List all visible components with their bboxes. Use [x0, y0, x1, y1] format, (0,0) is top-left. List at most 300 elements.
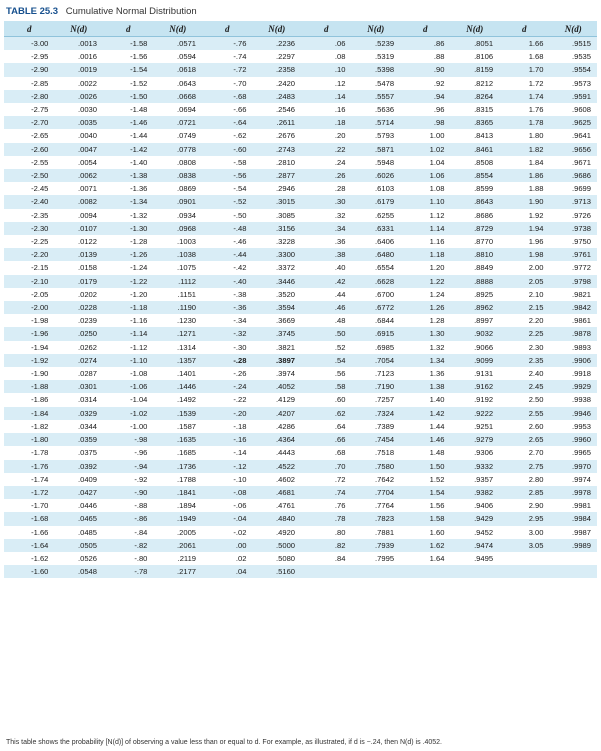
nd-value-cell: .7454 [351, 433, 400, 446]
d-value-cell: 1.90 [499, 195, 549, 208]
nd-value-cell: .1949 [153, 512, 202, 525]
d-value-cell: 1.88 [499, 182, 549, 195]
nd-value-cell: .0047 [54, 143, 103, 156]
nd-value-cell: .1539 [153, 407, 202, 420]
nd-value-cell: .9495 [450, 552, 499, 565]
nd-value-cell: .5948 [351, 156, 400, 169]
d-value-cell: 1.22 [400, 275, 450, 288]
nd-value-cell: .6103 [351, 182, 400, 195]
d-value-cell: .84 [301, 552, 351, 565]
d-value-cell: .64 [301, 420, 351, 433]
d-value-cell: 2.90 [499, 499, 549, 512]
nd-value-cell: .0571 [153, 37, 202, 51]
nd-value-cell: .9641 [549, 129, 597, 142]
nd-value-cell: .7580 [351, 460, 400, 473]
d-value-cell: -2.35 [4, 209, 54, 222]
d-value-cell: -1.52 [103, 77, 153, 90]
d-value-cell: -1.96 [4, 327, 54, 340]
d-value-cell: -1.92 [4, 354, 54, 367]
d-value-cell: -.30 [202, 341, 252, 354]
nd-value-cell: .1446 [153, 380, 202, 393]
d-value-cell: 1.00 [400, 129, 450, 142]
table-row [4, 116, 597, 129]
nd-value-cell: .9671 [549, 156, 597, 169]
d-value-cell: -2.75 [4, 103, 54, 116]
nd-value-cell: .0485 [54, 526, 103, 539]
nd-value-cell: .9878 [549, 327, 597, 340]
nd-value-cell: .3372 [252, 261, 301, 274]
table-row [4, 486, 597, 499]
d-value-cell: 1.38 [400, 380, 450, 393]
d-value-cell: 1.80 [499, 129, 549, 142]
nd-value-cell: .0721 [153, 116, 202, 129]
d-value-cell: .10 [301, 63, 351, 76]
d-value-cell: -1.54 [103, 63, 153, 76]
nd-value-cell: .9821 [549, 288, 597, 301]
nd-value-cell: .9918 [549, 367, 597, 380]
d-value-cell [400, 565, 450, 578]
nd-value-cell: .2236 [252, 37, 301, 51]
d-value-cell: -2.20 [4, 248, 54, 261]
d-value-cell: -.86 [103, 512, 153, 525]
d-value-cell: .08 [301, 50, 351, 63]
d-value-cell: 1.68 [499, 50, 549, 63]
d-value-cell: 2.85 [499, 486, 549, 499]
nd-value-cell: .5080 [252, 552, 301, 565]
d-value-cell: .82 [301, 539, 351, 552]
nd-value-cell: .9306 [450, 446, 499, 459]
d-value-cell: .06 [301, 37, 351, 51]
nd-value-cell: .2297 [252, 50, 301, 63]
d-value-cell: 1.50 [400, 460, 450, 473]
d-value-cell: -.62 [202, 129, 252, 142]
d-value-cell: -1.14 [103, 327, 153, 340]
d-value-cell: .76 [301, 499, 351, 512]
nd-value-cell: .9686 [549, 169, 597, 182]
d-value-cell: 2.30 [499, 341, 549, 354]
d-value-cell: 1.52 [400, 473, 450, 486]
d-value-cell: 2.10 [499, 288, 549, 301]
d-value-cell: -1.62 [4, 552, 54, 565]
nd-value-cell: .9554 [549, 63, 597, 76]
nd-value-cell: .9981 [549, 499, 597, 512]
d-value-cell: -1.70 [4, 499, 54, 512]
d-value-cell: .94 [400, 90, 450, 103]
nd-value-cell: .8599 [450, 182, 499, 195]
column-header: d [202, 21, 252, 37]
d-value-cell: -1.58 [103, 37, 153, 51]
d-value-cell: 2.15 [499, 301, 549, 314]
d-value-cell: 2.75 [499, 460, 549, 473]
nd-value-cell: .4522 [252, 460, 301, 473]
nd-value-cell: .1587 [153, 420, 202, 433]
nd-value-cell: .8997 [450, 314, 499, 327]
d-value-cell: 2.50 [499, 393, 549, 406]
d-value-cell: -.28 [202, 354, 252, 367]
d-value-cell: -2.40 [4, 195, 54, 208]
d-value-cell: 2.20 [499, 314, 549, 327]
d-value-cell: 1.48 [400, 446, 450, 459]
d-value-cell: 1.78 [499, 116, 549, 129]
column-header: N(d) [54, 21, 103, 37]
nd-value-cell: .6772 [351, 301, 400, 314]
nd-value-cell: .3446 [252, 275, 301, 288]
d-value-cell: -.58 [202, 156, 252, 169]
nd-value-cell: .2946 [252, 182, 301, 195]
nd-value-cell: .0094 [54, 209, 103, 222]
d-value-cell: -2.55 [4, 156, 54, 169]
table-row [4, 552, 597, 565]
d-value-cell: 1.42 [400, 407, 450, 420]
nd-value-cell: .9429 [450, 512, 499, 525]
d-value-cell: -1.16 [103, 314, 153, 327]
nd-value-cell: .0314 [54, 393, 103, 406]
nd-value-cell: .3228 [252, 235, 301, 248]
d-value-cell: -1.22 [103, 275, 153, 288]
d-value-cell: -1.02 [103, 407, 153, 420]
nd-value-cell: .5478 [351, 77, 400, 90]
nd-value-cell: .7257 [351, 393, 400, 406]
d-value-cell: -.32 [202, 327, 252, 340]
d-value-cell: -1.42 [103, 143, 153, 156]
nd-value-cell: .6554 [351, 261, 400, 274]
nd-value-cell: .9099 [450, 354, 499, 367]
nd-value-cell: .4761 [252, 499, 301, 512]
nd-value-cell: .1112 [153, 275, 202, 288]
nd-value-cell: .0594 [153, 50, 202, 63]
d-value-cell: -2.50 [4, 169, 54, 182]
d-value-cell: -.50 [202, 209, 252, 222]
nd-value-cell: .0901 [153, 195, 202, 208]
d-value-cell: -.92 [103, 473, 153, 486]
d-value-cell: -2.65 [4, 129, 54, 142]
d-value-cell: 1.40 [400, 393, 450, 406]
d-value-cell: .48 [301, 314, 351, 327]
nd-value-cell: .5636 [351, 103, 400, 116]
table-row [4, 275, 597, 288]
nd-value-cell: .9192 [450, 393, 499, 406]
d-value-cell: -.82 [103, 539, 153, 552]
d-value-cell: -1.30 [103, 222, 153, 235]
table-row [4, 169, 597, 182]
column-header: d [301, 21, 351, 37]
d-value-cell: -.56 [202, 169, 252, 182]
nd-value-cell [549, 565, 597, 578]
table-row [4, 314, 597, 327]
nd-value-cell: .4364 [252, 433, 301, 446]
nd-value-cell: .9131 [450, 367, 499, 380]
nd-value-cell: .6844 [351, 314, 400, 327]
d-value-cell: -1.72 [4, 486, 54, 499]
d-value-cell: -.66 [202, 103, 252, 116]
nd-value-cell: .6255 [351, 209, 400, 222]
d-value-cell: 1.72 [499, 77, 549, 90]
d-value-cell: -1.94 [4, 341, 54, 354]
nd-value-cell: .5871 [351, 143, 400, 156]
d-value-cell: 1.10 [400, 195, 450, 208]
d-value-cell: -2.90 [4, 63, 54, 76]
nd-value-cell: .9987 [549, 526, 597, 539]
nd-value-cell: .2743 [252, 143, 301, 156]
d-value-cell: 1.20 [400, 261, 450, 274]
d-value-cell: .12 [301, 77, 351, 90]
d-value-cell: 1.46 [400, 433, 450, 446]
nd-value-cell: .6700 [351, 288, 400, 301]
nd-value-cell: .9906 [549, 354, 597, 367]
d-value-cell: .26 [301, 169, 351, 182]
d-value-cell: -.10 [202, 473, 252, 486]
nd-value-cell: .0239 [54, 314, 103, 327]
d-value-cell: -.52 [202, 195, 252, 208]
nd-value-cell: .9960 [549, 433, 597, 446]
nd-value-cell: .0228 [54, 301, 103, 314]
d-value-cell: .32 [301, 209, 351, 222]
nd-value-cell: .3821 [252, 341, 301, 354]
table-row [4, 143, 597, 156]
d-value-cell: 2.40 [499, 367, 549, 380]
d-value-cell: .62 [301, 407, 351, 420]
d-value-cell: -.96 [103, 446, 153, 459]
d-value-cell: -3.00 [4, 37, 54, 51]
d-value-cell: 3.05 [499, 539, 549, 552]
column-header: d [103, 21, 153, 37]
nd-value-cell: .0035 [54, 116, 103, 129]
nd-value-cell: .9984 [549, 512, 597, 525]
nd-value-cell: .9515 [549, 37, 597, 51]
d-value-cell: -.48 [202, 222, 252, 235]
d-value-cell: 1.26 [400, 301, 450, 314]
d-value-cell: .98 [400, 116, 450, 129]
d-value-cell: .14 [301, 90, 351, 103]
nd-value-cell: .8962 [450, 301, 499, 314]
d-value-cell: -.84 [103, 526, 153, 539]
nd-value-cell: .9893 [549, 341, 597, 354]
d-value-cell: .42 [301, 275, 351, 288]
table-row [4, 222, 597, 235]
d-value-cell: .54 [301, 354, 351, 367]
nd-value-cell: .9970 [549, 460, 597, 473]
d-value-cell: -1.44 [103, 129, 153, 142]
nd-value-cell: .0749 [153, 129, 202, 142]
d-value-cell: .38 [301, 248, 351, 261]
column-header: d [4, 21, 54, 37]
nd-value-cell: .0359 [54, 433, 103, 446]
d-value-cell: -2.30 [4, 222, 54, 235]
d-value-cell: 2.70 [499, 446, 549, 459]
nd-value-cell: .8413 [450, 129, 499, 142]
d-value-cell: -.02 [202, 526, 252, 539]
nd-value-cell: .2420 [252, 77, 301, 90]
nd-value-cell: .9332 [450, 460, 499, 473]
d-value-cell: -1.32 [103, 209, 153, 222]
nd-value-cell: .3669 [252, 314, 301, 327]
d-value-cell: .18 [301, 116, 351, 129]
nd-value-cell: .0013 [54, 37, 103, 51]
nd-value-cell: .0869 [153, 182, 202, 195]
nd-value-cell: .0040 [54, 129, 103, 142]
d-value-cell: -.44 [202, 248, 252, 261]
d-value-cell: -.70 [202, 77, 252, 90]
nd-value-cell: .7823 [351, 512, 400, 525]
nd-value-cell: .0158 [54, 261, 103, 274]
d-value-cell: 1.76 [499, 103, 549, 116]
table-row [4, 433, 597, 446]
table-row [4, 182, 597, 195]
nd-value-cell: .9474 [450, 539, 499, 552]
nd-value-cell: .2358 [252, 63, 301, 76]
table-row [4, 354, 597, 367]
d-value-cell: .20 [301, 129, 351, 142]
d-value-cell: 1.86 [499, 169, 549, 182]
d-value-cell: -.88 [103, 499, 153, 512]
nd-value-cell: .8810 [450, 248, 499, 261]
nd-value-cell: .0392 [54, 460, 103, 473]
nd-value-cell: .0446 [54, 499, 103, 512]
d-value-cell: -2.85 [4, 77, 54, 90]
d-value-cell: -1.82 [4, 420, 54, 433]
nd-value-cell: .8925 [450, 288, 499, 301]
d-value-cell: -.78 [103, 565, 153, 578]
d-value-cell: 1.32 [400, 341, 450, 354]
d-value-cell: 1.02 [400, 143, 450, 156]
nd-value-cell: .4602 [252, 473, 301, 486]
d-value-cell: -.68 [202, 90, 252, 103]
table-number: TABLE 25.3 [6, 6, 59, 17]
nd-value-cell: .0465 [54, 512, 103, 525]
d-value-cell: -.24 [202, 380, 252, 393]
column-header: d [400, 21, 450, 37]
nd-value-cell: .6406 [351, 235, 400, 248]
d-value-cell: -.16 [202, 433, 252, 446]
header-row [4, 21, 597, 37]
nd-value-cell: .9591 [549, 90, 597, 103]
nd-value-cell: .0082 [54, 195, 103, 208]
d-value-cell: .70 [301, 460, 351, 473]
d-value-cell: -1.08 [103, 367, 153, 380]
d-value-cell: -1.88 [4, 380, 54, 393]
nd-value-cell: .0344 [54, 420, 103, 433]
table-row [4, 301, 597, 314]
d-value-cell: -1.56 [103, 50, 153, 63]
nd-value-cell: .1788 [153, 473, 202, 486]
nd-value-cell: .8212 [450, 77, 499, 90]
nd-value-cell: .0030 [54, 103, 103, 116]
nd-value-cell: .2611 [252, 116, 301, 129]
d-value-cell: -1.10 [103, 354, 153, 367]
d-value-cell: -.60 [202, 143, 252, 156]
nd-value-cell: .5239 [351, 37, 400, 51]
d-value-cell: 1.58 [400, 512, 450, 525]
nd-value-cell: .9798 [549, 275, 597, 288]
d-value-cell: .28 [301, 182, 351, 195]
nd-value-cell: .8159 [450, 63, 499, 76]
nd-value-cell: .8888 [450, 275, 499, 288]
d-value-cell: -.42 [202, 261, 252, 274]
nd-value-cell: .0548 [54, 565, 103, 578]
nd-value-cell: .9625 [549, 116, 597, 129]
nd-value-cell: .8315 [450, 103, 499, 116]
table-row [4, 90, 597, 103]
nd-value-cell: .4920 [252, 526, 301, 539]
table-row [4, 565, 597, 578]
nd-value-cell: .0808 [153, 156, 202, 169]
nd-value-cell: .5793 [351, 129, 400, 142]
nd-value-cell: .9978 [549, 486, 597, 499]
nd-value-cell: .0618 [153, 63, 202, 76]
nd-value-cell: .8686 [450, 209, 499, 222]
nd-value-cell: .9946 [549, 407, 597, 420]
nd-value-cell: .7642 [351, 473, 400, 486]
nd-value-cell: .4840 [252, 512, 301, 525]
nd-value-cell: .9772 [549, 261, 597, 274]
nd-value-cell [351, 565, 400, 578]
d-value-cell: -1.78 [4, 446, 54, 459]
d-value-cell: 1.54 [400, 486, 450, 499]
d-value-cell: 1.96 [499, 235, 549, 248]
nd-value-cell: .1190 [153, 301, 202, 314]
nd-value-cell: .1230 [153, 314, 202, 327]
d-value-cell: 2.65 [499, 433, 549, 446]
table-row [4, 460, 597, 473]
d-value-cell: .40 [301, 261, 351, 274]
nd-value-cell: .1038 [153, 248, 202, 261]
d-value-cell: -.34 [202, 314, 252, 327]
column-header: N(d) [549, 21, 597, 37]
nd-value-cell: .5557 [351, 90, 400, 103]
d-value-cell: .34 [301, 222, 351, 235]
table-title-text: Cumulative Normal Distribution [65, 6, 197, 17]
d-value-cell: -2.05 [4, 288, 54, 301]
nd-value-cell: .7518 [351, 446, 400, 459]
nd-value-cell: .1357 [153, 354, 202, 367]
nd-value-cell: .0122 [54, 235, 103, 248]
d-value-cell: -.12 [202, 460, 252, 473]
nd-value-cell: .7054 [351, 354, 400, 367]
d-value-cell: .72 [301, 473, 351, 486]
d-value-cell: -.26 [202, 367, 252, 380]
nd-value-cell: .0968 [153, 222, 202, 235]
table-row [4, 499, 597, 512]
nd-value-cell: .6628 [351, 275, 400, 288]
d-value-cell: .58 [301, 380, 351, 393]
d-value-cell: -1.80 [4, 433, 54, 446]
d-value-cell: .44 [301, 288, 351, 301]
nd-value-cell: .8051 [450, 37, 499, 51]
d-value-cell: -1.00 [103, 420, 153, 433]
nd-value-cell: .8770 [450, 235, 499, 248]
column-header: N(d) [450, 21, 499, 37]
d-value-cell: 1.12 [400, 209, 450, 222]
table-title [6, 4, 197, 20]
nd-value-cell: .0062 [54, 169, 103, 182]
nd-value-cell: .9279 [450, 433, 499, 446]
d-value-cell: 1.36 [400, 367, 450, 380]
nd-value-cell: .9861 [549, 314, 597, 327]
d-value-cell: -1.90 [4, 367, 54, 380]
d-value-cell: -.80 [103, 552, 153, 565]
nd-value-cell: .0179 [54, 275, 103, 288]
d-value-cell: .24 [301, 156, 351, 169]
d-value-cell: 2.25 [499, 327, 549, 340]
nd-value-cell: .4129 [252, 393, 301, 406]
nd-value-cell: .1635 [153, 433, 202, 446]
table-row [4, 209, 597, 222]
d-value-cell: .50 [301, 327, 351, 340]
nd-value-cell: .0505 [54, 539, 103, 552]
d-value-cell: -1.46 [103, 116, 153, 129]
nd-value-cell: .0250 [54, 327, 103, 340]
d-value-cell: -1.20 [103, 288, 153, 301]
